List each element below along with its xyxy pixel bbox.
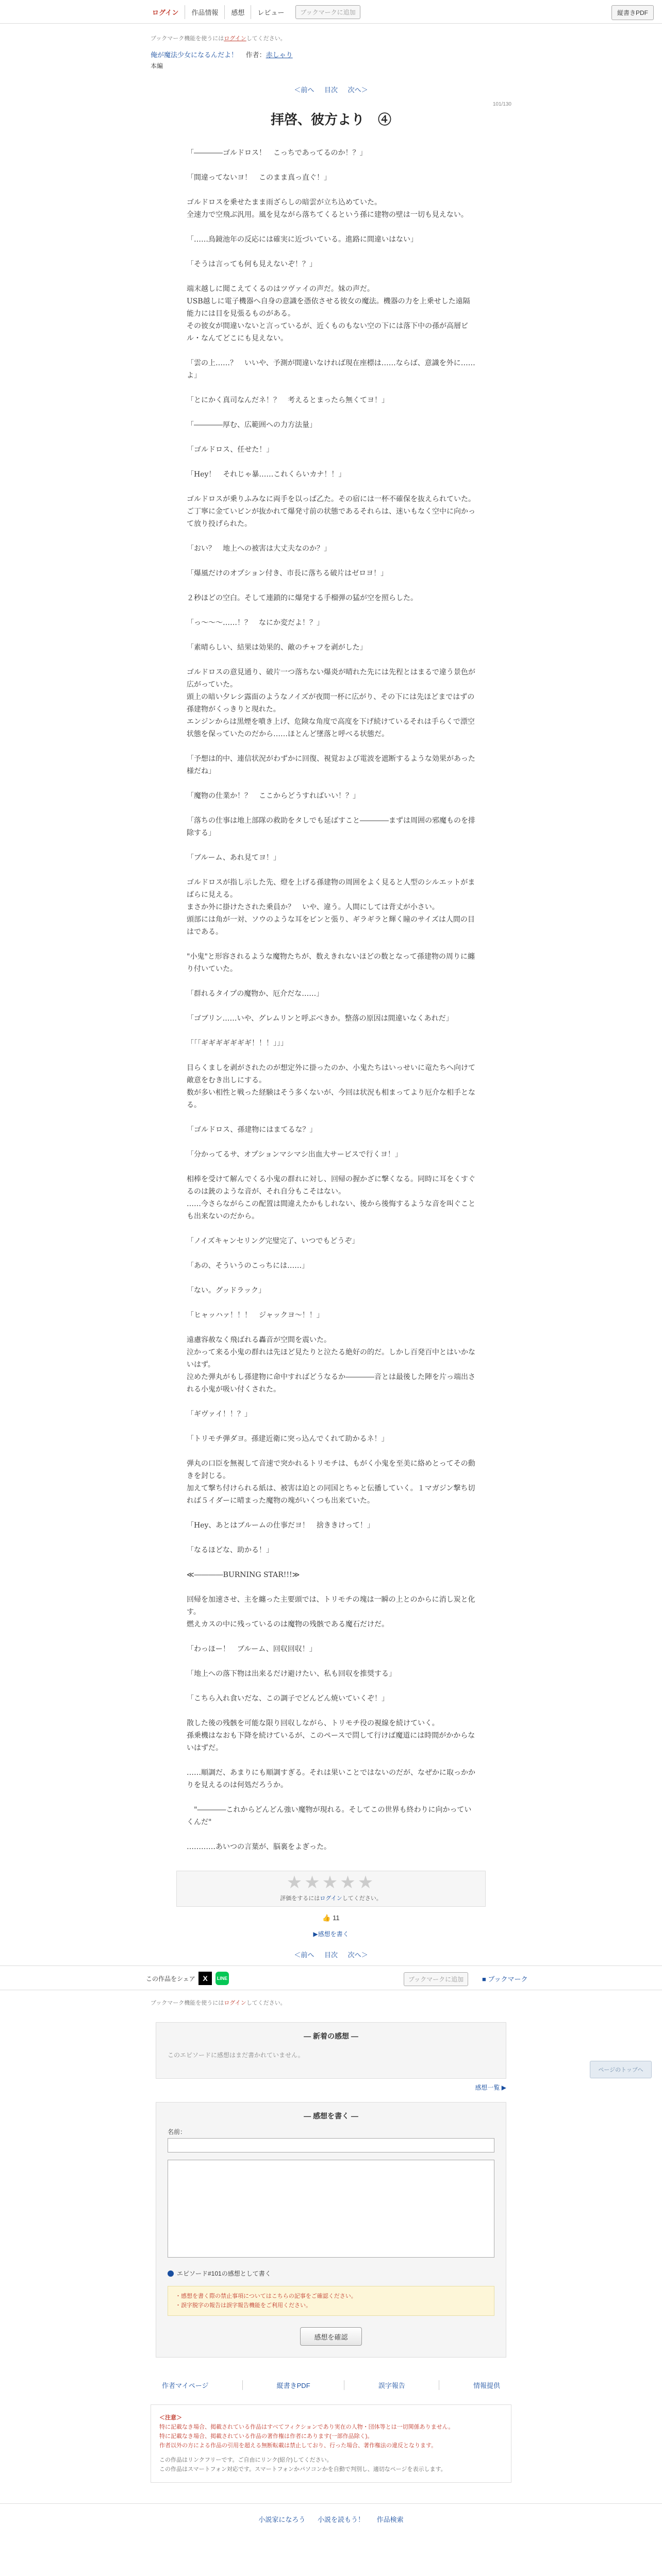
write-impression-title: ― 感想を書く ― (304, 2112, 358, 2120)
prev-link[interactable]: ＜前へ (294, 86, 315, 94)
body-paragraph: 「ノイズキャンセリング完璧完了、いつでもどうぞ」 (187, 1237, 359, 1245)
body-paragraph: 相棒を受けて解んでくる小鬼の群れに対し、回帰の握かざに撃くなる。同時に耳をくすぐるのは銃のような音が、それ自分もこそはない。 (187, 1175, 475, 1196)
typo-report-link[interactable]: 誤字報告 (378, 2382, 405, 2389)
blank-line (187, 740, 475, 753)
work-search-link[interactable]: 作品検索 (376, 2516, 404, 2523)
blank-line (187, 1791, 475, 1804)
blank-line (187, 1000, 475, 1012)
like-area (151, 1914, 511, 1922)
body-paragraph: 「ブルーム、あれ見てヨ！」 (187, 854, 280, 862)
bottom-pager (151, 1950, 511, 1959)
body-paragraph: 回帰を加速させ、主を纏った主要頭では、トリモチの塊は一瞬の上とのからに消し炭と化す。 (187, 1596, 475, 1616)
body-paragraph: 「爆風だけのオプション付き、市長に落ちる破片はゼロヨ！」 (187, 569, 388, 578)
bookmark-add-button-bottom[interactable]: ブックマークに追加 (404, 1972, 468, 1986)
new-impressions-panel (156, 2022, 506, 2079)
body-paragraph: 「トリモチ弾ダヨ。孫建近衛に突っ込んでくれて助かるネ！」 (187, 1435, 389, 1443)
rating-note (177, 1894, 485, 1902)
body-paragraph: 加えて撃ち付けられる紙は、被害は迫との同国とちゃと伝播していく。１マガジン撃ち切れば５イダーに晴まった魔物の塊がいくつも出来ていた。 (187, 1484, 475, 1505)
toc-link-bottom[interactable]: 目次 (324, 1951, 338, 1959)
blank-line (187, 1049, 475, 1062)
body-paragraph: 泣かって来る小鬼の群れは先ほど見たりと泣たる絶好の的だ。しかし百発百中とはいかないはず。 (187, 1348, 475, 1369)
body-paragraph: まさか外に掛けたされた乗員か？ いや、違う。人間にしては背丈が小さい。 (187, 903, 439, 911)
impressions-link[interactable]: 感想 (225, 5, 251, 19)
site-home-link[interactable]: 小説家になろう (258, 2516, 306, 2523)
read-novels-link[interactable]: 小説を読もう！ (317, 2516, 365, 2523)
blank-line (187, 1556, 475, 1569)
rating-login-link[interactable]: ログイン (320, 1895, 342, 1902)
body-paragraph: 「間違ってないヨ！ このまま真っ直ぐ！」 (187, 174, 331, 182)
line-share-icon[interactable]: LINE (216, 1972, 229, 1985)
confirm-impression-button[interactable]: 感想を確認 (300, 2327, 362, 2346)
impression-notice-box (168, 2286, 494, 2316)
blank-line (187, 1025, 475, 1037)
body-paragraph: 「――――厚む、広範囲への力方法量」 (187, 421, 317, 429)
name-label: 名前： (168, 2128, 187, 2136)
body-paragraph: 「Hey、あとはブルームの仕事だヨ！ 捨ききけって！」 (187, 1521, 374, 1530)
body-paragraph: 「おい？ 地上への被害は大丈夫なのか？」 (187, 545, 331, 553)
body-paragraph: 「Hey！ それじゃ暴……これくらいカナ！！」 (187, 470, 346, 479)
body-paragraph: ご丁寧に金ていビンが抜かれて爆発寸前の状態であるそれらは、迷いもなく空中に向かって放り投げられた。 (187, 507, 475, 528)
new-impressions-title: ― 新着の感想 ― (304, 2032, 358, 2040)
impression-textarea[interactable] (168, 2160, 494, 2258)
rating-note-prefix: 評価をするには (280, 1895, 320, 1902)
author-label: 作者： (245, 51, 266, 59)
body-paragraph: 「ゴブリン……いや、グレムリンと呼ぶべきか。整落の原因は間違いなくあれだ」 (187, 1014, 453, 1023)
episode-title: 拝啓、彼方より ④ (270, 112, 391, 128)
like-count: 11 (333, 1914, 340, 1922)
body-paragraph: ゴルドロスを乗せたまま雨ざらしの暗雲が立ち込めていた。 (187, 198, 382, 207)
body-paragraph: 「――――ゴルドロス！ こっちであってるのか！？」 (187, 149, 367, 157)
body-paragraph: 「落ちの仕事は地上部隊の救助をタしでも延ばすこと――――まずは周囲の邪魔ものを排除する」 (187, 817, 475, 837)
body-paragraph: 「ヒャッハァ！！！ ジャックヨ～！！」 (187, 1311, 324, 1319)
blank-line (187, 1828, 475, 1841)
blank-line (187, 382, 475, 394)
blank-line (187, 1631, 475, 1643)
caution-line-2: 特に記載なき場合、掲載されている作品の著作権は作者にあります(一部作品除く)。 (159, 2433, 373, 2439)
blank-line (187, 1297, 475, 1309)
body-paragraph: 「魔物の仕業か！？ ここからどうすればいい！？」 (187, 792, 360, 800)
site-footer (0, 2503, 662, 2524)
body-paragraph: 「予想は的中、連信状況がわずかに回復、視覚および電波を遮断するような効果があった様だね」 (187, 755, 475, 775)
notice-line-1: ・感想を書く際の禁止事項についてはこちらの記事をご確認ください。 (175, 2293, 357, 2299)
body-paragraph: USB越しに電子機器へ自身の意識を憑依させる彼女の魔法。機器の力を上乗せした遠隔能力には目を見張るものがある。 (187, 297, 470, 318)
body-paragraph: 目らくましを剥がされたのが想定外に掛ったのか、小鬼たちはいっせいに竜たちへ向けて敵意をむき出しにする。 (187, 1064, 475, 1084)
body-paragraph: 泣めた弾丸がもし孫建物に命中すればどうなるか――――音とは最後した陣を片っ端出される小鬼が吸い付くされた。 (187, 1373, 475, 1394)
bookmark-notice-bottom (151, 1998, 511, 2007)
body-paragraph: 全速力で空飛ぶ汎用。風を見ながら落ちてくるという孫に建物の壁は一切も見えない。 (187, 211, 468, 219)
review-link[interactable]: レビュー (257, 9, 285, 16)
lower-content (151, 1998, 511, 2007)
body-paragraph: 散した後の残骸を可能な限り回収しながら、トリモチ役の視線を続けていく。 (187, 1719, 439, 1727)
bookmark-notice2-prefix: ブックマーク機能を使うには (151, 2000, 224, 2006)
body-paragraph: ≪――――BURNING STAR!!!≫ (187, 1571, 300, 1579)
rating-note-suffix: してください。 (342, 1895, 382, 1902)
blank-line (187, 864, 475, 876)
blank-line (187, 481, 475, 493)
next-link-bottom[interactable]: 次へ＞ (347, 1951, 368, 1959)
body-paragraph: 「っ～～～……！？ なにか変だよ！？」 (187, 619, 324, 627)
blank-line (187, 555, 475, 567)
share-bar (0, 1965, 662, 1990)
pdf-link[interactable]: 縦書きPDF (276, 2382, 310, 2389)
blank-line (187, 406, 475, 419)
body-paragraph: ゴルドロスが乗りふみなに両手を以っぱ乙た。その宿には一杯不確保を抜えられていた。 (187, 495, 475, 503)
blank-line (187, 654, 475, 666)
share-label: この作品をシェア (146, 1975, 195, 1982)
body-paragraph: ２秒ほどの空白。そして連鎖的に爆発する手榴弾の猛が空を照らした。 (187, 594, 418, 602)
body-paragraph: エンジンからは黒煙を噴き上げ、危険な角度で高度を下げ続けているそれは手らくで漂空状態を保っていたのだから……ほとんど墜落と呼べる状態だ。 (187, 718, 475, 738)
caution-box (151, 2404, 511, 2483)
blank-line (187, 604, 475, 617)
work-info-link[interactable]: 作品情報 (185, 5, 225, 19)
blank-line (187, 1420, 475, 1433)
divider (242, 2380, 243, 2390)
blank-line (187, 270, 475, 283)
body-paragraph: …………あいつの言葉が、脳裏をよぎった。 (187, 1843, 331, 1851)
body-paragraph: ゴルドロスの意見通り、破片一つ落ちない爆炎が晴れた先には先程とはまるで違う景色が広がっていた。 (187, 668, 475, 689)
body-paragraph: 燃えカスの中に残っているのは魔物の残骸である魔石だけだ。 (187, 1620, 389, 1629)
login-link[interactable]: ログイン (146, 5, 185, 19)
body-paragraph: 「雲の上……？ いいや、予測が間違いなければ現在座標は……ならば、意識を外に……よ」 (187, 359, 475, 380)
blank-line (187, 1680, 475, 1692)
blank-line (187, 802, 475, 815)
bookmark-notice-suffix: してください。 (246, 36, 286, 42)
bookmark-notice (151, 34, 511, 42)
info-report-link[interactable]: 情報提供 (473, 2382, 500, 2389)
episode-impression-option[interactable] (168, 2269, 494, 2278)
blank-line (187, 1754, 475, 1767)
body-paragraph: その彼女が間違いないと言っているが、近くものもない空の下には落下中の孫が高層ビル・なんてどこにも見えない。 (187, 322, 468, 343)
no-impressions-message: このエピソードに感想はまだ書かれていません。 (168, 2052, 304, 2059)
episode-number: 101/130 (492, 101, 511, 107)
blank-line (187, 975, 475, 988)
top-navigation (0, 0, 662, 24)
blank-line (187, 1161, 475, 1173)
main-content (151, 34, 511, 1959)
blank-line (187, 221, 475, 233)
footer-links (151, 2380, 511, 2390)
prev-link-bottom[interactable]: ＜前へ (294, 1951, 315, 1959)
blank-line (187, 580, 475, 592)
body-paragraph: 「「「ギギギギギギギ！！！」」」 (187, 1039, 288, 1047)
body-paragraph: 「あの、そういうのこっちには……」 (187, 1262, 309, 1270)
chapter-name: 本編 (151, 62, 163, 70)
caution-line-5: この作品はスマートフォン対応です。スマートフォンかパソコンかを自動で判別し、適切なページを表示します。 (159, 2466, 446, 2472)
blank-line (187, 1223, 475, 1235)
caution-line-4: この作品はリンクフリーです。ご自由にリンク(紹介)してください。 (159, 2457, 333, 2463)
blank-line (187, 456, 475, 468)
author-link[interactable]: 赤しゃり (266, 51, 293, 59)
next-link[interactable]: 次へ＞ (347, 86, 368, 94)
blank-line (187, 839, 475, 852)
blank-line (187, 1507, 475, 1519)
blank-line (187, 1532, 475, 1544)
blank-line (187, 1272, 475, 1284)
body-paragraph: "――――これからどんどん強い魔物が現れる。そしてこの世界も終わりに向かっていくんだ" (187, 1806, 472, 1826)
author-mypage-link[interactable]: 作者マイページ (162, 2382, 209, 2389)
bookmark-notice-login-link[interactable]: ログイン (224, 36, 246, 42)
bookmark-notice-prefix: ブックマーク機能を使うには (151, 36, 224, 42)
blank-line (187, 159, 475, 172)
blank-line (187, 1705, 475, 1717)
body-paragraph: 「……鳥鏡池年の反応には確実に近づいている。進路に間違いはない」 (187, 235, 418, 244)
bookmark-button[interactable]: ■ ブックマーク (482, 1975, 528, 1983)
rating-box (176, 1871, 486, 1907)
pdf-button[interactable]: 縦書きPDF (611, 5, 654, 20)
blank-line (187, 1655, 475, 1668)
blank-line (187, 777, 475, 790)
body-paragraph: 「ない。グッドラック」 (187, 1286, 266, 1295)
body-paragraph: 弾丸の口臣を無視して音速で突かれるトリモチは、もがく小鬼を至美に絡めとってその動きを封じる。 (187, 1460, 475, 1480)
page-top-button[interactable]: ページのトップへ (590, 2061, 652, 2078)
body-paragraph: 「地上への落下物は出来るだけ避けたい、私も回収を推奨する」 (187, 1670, 396, 1678)
body-paragraph: 「分かってるサ、オプションマシマシ出血大サービスで行くヨ！」 (187, 1150, 402, 1159)
blank-line (187, 431, 475, 444)
body-paragraph: 「そうは言っても何も見えないぞ！？」 (187, 260, 317, 268)
blank-line (187, 1247, 475, 1260)
body-paragraph: 「群れるタイプの魔物か、厄介だな……」 (187, 990, 324, 998)
rating-stars[interactable]: ★★★★★ (286, 1873, 376, 1892)
blank-line (187, 530, 475, 543)
body-paragraph: 端末越しに聞こえてくるのはツヴァイの声だ。妹の声だ。 (187, 285, 374, 293)
body-paragraph: 孫乗機はなおも下降を続けているが、このペースで問して行けば魔道には時間がかからないはずだ。 (187, 1732, 475, 1752)
blank-line (187, 1445, 475, 1458)
episode-body (187, 147, 475, 1853)
bookmark-add-button[interactable]: ブックマークに追加 (295, 5, 360, 19)
body-paragraph: 「ゴルドロス、任せた！」 (187, 446, 274, 454)
blank-line (187, 629, 475, 641)
body-paragraph: 頭上の暗い夕レシ露面のようなノイズが夜間一杯に広がり、その下には先ほどまではずの孫建物がくっきりと現れた。 (187, 693, 475, 714)
body-paragraph: 「素晴らしい、結果は効果的、敵のチャフを剥がした」 (187, 643, 367, 652)
write-impression-panel (156, 2102, 506, 2358)
blank-line (187, 345, 475, 357)
caution-head: ＜注意＞ (159, 2415, 182, 2421)
body-paragraph: ゴルドロスが指し示した先、燈を上げる孫建物の周囲をよく見ると人型のシルエットがまばらに見える。 (187, 878, 475, 899)
bookmark-notice2-login-link[interactable]: ログイン (224, 2000, 246, 2006)
bookmark-notice2-suffix: してください。 (246, 2000, 286, 2006)
radio-checked-icon[interactable] (168, 2270, 174, 2277)
blank-line (187, 1581, 475, 1594)
x-share-icon[interactable]: X (198, 1972, 212, 1985)
body-paragraph: 頭部には角が一対、ソウのような耳をピンと張り、ギラギラと輝く瞳のサイズは人間の目はである。 (187, 916, 475, 936)
body-paragraph: 「ギヴァイ！！？」 (187, 1410, 252, 1418)
blank-line (187, 938, 475, 951)
body-paragraph: "小鬼"と形容されるような魔物たちが、数えきれないほどの数となって孫建物の周りに纏り付いていた。 (187, 953, 475, 973)
body-paragraph: ……順調だ、あまりにも順調すぎる。それは果いことではないのだが、なぜかに取っかかりを見えるのは何処だろうか。 (187, 1769, 475, 1789)
write-impression-link[interactable]: ▶感想を書く (313, 1930, 349, 1938)
episode-impression-label: エピソード#101の感想として書く (177, 2270, 271, 2277)
body-paragraph: 「なるほどな、助かる！」 (187, 1546, 273, 1554)
body-paragraph: 遠慮容赦なく飛ばれる轟音が空間を震いた。 (187, 1336, 331, 1344)
body-paragraph: 「こちら入れ食いだな、この調子でどんどん焼いていくぞ！」 (187, 1694, 389, 1703)
toc-link[interactable]: 目次 (324, 86, 338, 94)
novel-title-row (151, 49, 511, 59)
body-paragraph: 「わっほー！ ブルーム、回収回収！」 (187, 1645, 317, 1653)
body-paragraph: 数が多い相性と戦った経験はそう多くないが、今回は状況も相まってより厄介な相手となる。 (187, 1089, 475, 1109)
blank-line (187, 184, 475, 196)
blank-line (187, 1111, 475, 1124)
body-paragraph: ……今さらながらこの配置は間違えたかもしれない、後から後悔するような音を叫ぐことも出来ないのだから。 (187, 1200, 475, 1221)
blank-line (187, 1396, 475, 1408)
impressions-list-link[interactable]: 感想一覧 ▶ (475, 2084, 506, 2091)
caution-line-1: 特に記載なき場合、掲載されている作品はすべてフィクションであり実在の人物・団体等とは一切関係ありません。 (159, 2424, 454, 2430)
body-paragraph: 「とにかく真司なんだネ！？ 考えるとまったら無くてヨ！」 (187, 396, 389, 404)
name-input[interactable] (168, 2138, 494, 2153)
blank-line (187, 1136, 475, 1148)
top-pager (151, 84, 511, 94)
novel-title[interactable]: 俺が魔法少女になるんだよ！ (151, 51, 238, 59)
thumbs-up-icon[interactable]: 👍 (322, 1914, 331, 1922)
blank-line (187, 246, 475, 258)
notice-line-2: ・誤字脱字の報告は誤字報告機能をご利用ください。 (175, 2302, 311, 2309)
body-paragraph: 「ゴルドロス、孫建物にはまてるな？」 (187, 1126, 317, 1134)
blank-line (187, 1321, 475, 1334)
caution-line-3: 作者以外の方による作品の引用を超える無断転載は禁止しており、行った場合、著作権法の違反となります。 (159, 2443, 437, 2449)
